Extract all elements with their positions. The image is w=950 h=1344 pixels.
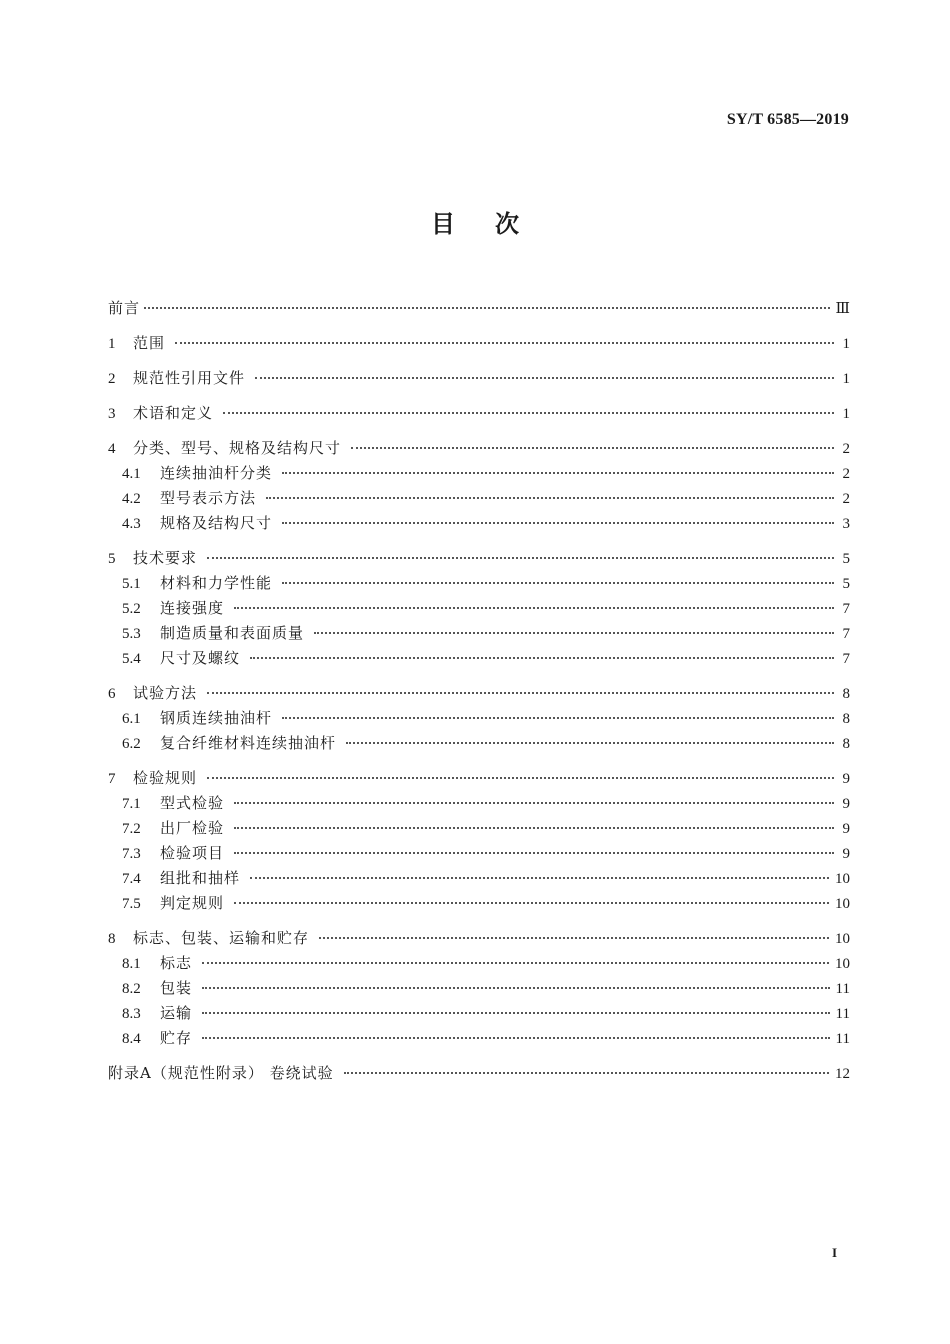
toc-entry-number: 6.2 <box>122 736 141 752</box>
dot-leader <box>207 777 834 779</box>
toc-entry-number: 7.3 <box>122 846 141 862</box>
toc-subentry[interactable] <box>108 731 850 756</box>
toc-entry-number: 5.3 <box>122 626 141 642</box>
toc-entry-title: 运输 <box>160 1004 193 1022</box>
toc-entry-title: 标志、包装、运输和贮存 <box>133 929 310 947</box>
toc-entry-page: 9 <box>842 771 850 787</box>
toc-subentry[interactable] <box>108 461 850 486</box>
toc-entry-title: 技术要求 <box>133 549 198 567</box>
toc-entry-title: 规范性引用文件 <box>133 369 246 387</box>
dot-leader <box>202 1012 830 1014</box>
toc-subentry[interactable] <box>108 951 850 976</box>
dot-leader <box>319 937 829 939</box>
dot-leader <box>202 987 830 989</box>
toc-subentry[interactable] <box>108 511 850 536</box>
toc-entry-number: 5 <box>108 551 116 567</box>
dot-leader <box>234 802 834 804</box>
toc-entry-title: 分类、型号、规格及结构尺寸 <box>133 439 342 457</box>
toc-entry-number: 5.1 <box>122 576 141 592</box>
toc-entry-title: 规格及结构尺寸 <box>160 514 273 532</box>
toc-entry-title: 型号表示方法 <box>160 489 257 507</box>
toc-entry-number: 8.3 <box>122 1006 141 1022</box>
toc-subentry[interactable] <box>108 841 850 866</box>
toc-entry-title: 钢质连续抽油杆 <box>160 709 273 727</box>
toc-subentry[interactable] <box>108 891 850 916</box>
toc-entry[interactable] <box>108 1061 850 1086</box>
toc-entry[interactable] <box>108 546 850 571</box>
dot-leader <box>250 657 834 659</box>
toc-entry-page: 5 <box>842 551 850 567</box>
dot-leader <box>234 852 834 854</box>
toc-entry-number: 2 <box>108 371 116 387</box>
toc-subentry[interactable] <box>108 486 850 511</box>
dot-leader <box>202 962 829 964</box>
toc-entry-page: Ⅲ <box>835 301 850 317</box>
toc-entry-page: 9 <box>842 796 850 812</box>
toc-entry[interactable] <box>108 366 850 391</box>
dot-leader <box>250 877 829 879</box>
toc-entry-page: 10 <box>835 896 850 912</box>
dot-leader <box>234 607 834 609</box>
dot-leader <box>282 472 834 474</box>
toc-entry-page: 5 <box>842 576 850 592</box>
toc-entry-title: 尺寸及螺纹 <box>160 649 241 667</box>
toc-subentry[interactable] <box>108 816 850 841</box>
toc-entry-title: 型式检验 <box>160 794 225 812</box>
toc-entry-title: 贮存 <box>160 1029 193 1047</box>
toc-subentry[interactable] <box>108 976 850 1001</box>
toc-entry[interactable] <box>108 401 850 426</box>
toc-entry-title: 包装 <box>160 979 193 997</box>
dot-leader <box>202 1037 830 1039</box>
toc-subentry[interactable] <box>108 596 850 621</box>
toc-entry-title: 试验方法 <box>133 684 198 702</box>
toc-entry-page: 11 <box>835 1006 850 1022</box>
toc-entry-title: 前言 <box>108 299 141 317</box>
toc-entry-page: 8 <box>842 686 850 702</box>
toc-entry-page: 10 <box>835 931 850 947</box>
toc-entry[interactable] <box>108 766 850 791</box>
toc-entry-title: 制造质量和表面质量 <box>160 624 305 642</box>
toc-entry-number: 4.3 <box>122 516 141 532</box>
toc-subentry[interactable] <box>108 706 850 731</box>
dot-leader <box>234 827 834 829</box>
dot-leader <box>344 1072 829 1074</box>
dot-leader <box>282 582 834 584</box>
toc-entry-number: 6.1 <box>122 711 141 727</box>
dot-leader <box>314 632 834 634</box>
dot-leader <box>144 307 830 309</box>
dot-leader <box>266 497 834 499</box>
toc-entry-number: 7.1 <box>122 796 141 812</box>
toc-entry-title: 标志 <box>160 954 193 972</box>
dot-leader <box>175 342 834 344</box>
toc-entry-page: 12 <box>835 1066 850 1082</box>
toc-entry-title: 术语和定义 <box>133 404 214 422</box>
toc-entry-title: 材料和力学性能 <box>160 574 273 592</box>
toc-entry-title: 连续抽油杆分类 <box>160 464 273 482</box>
toc-entry-title: 范围 <box>133 334 166 352</box>
table-of-contents <box>108 296 850 1086</box>
toc-entry-page: 7 <box>842 651 850 667</box>
toc-entry-page: 8 <box>842 711 850 727</box>
toc-entry[interactable] <box>108 681 850 706</box>
toc-entry-title: 附录A（规范性附录） 卷绕试验 <box>108 1064 334 1082</box>
toc-entry[interactable] <box>108 926 850 951</box>
dot-leader <box>282 717 834 719</box>
page-number: I <box>831 1245 837 1260</box>
toc-entry-number: 8 <box>108 931 116 947</box>
dot-leader <box>282 522 834 524</box>
toc-entry-page: 8 <box>842 736 850 752</box>
toc-entry-page: 7 <box>842 601 850 617</box>
toc-entry-title: 组批和抽样 <box>160 869 241 887</box>
dot-leader <box>346 742 834 744</box>
toc-entry-page: 3 <box>842 516 850 532</box>
toc-entry-number: 6 <box>108 686 116 702</box>
toc-entry-number: 8.4 <box>122 1031 141 1047</box>
toc-subentry[interactable] <box>108 646 850 671</box>
toc-entry-number: 4.1 <box>122 466 141 482</box>
toc-entry-number: 7.4 <box>122 871 141 887</box>
toc-entry-page: 10 <box>835 956 850 972</box>
toc-entry-number: 1 <box>108 336 116 352</box>
toc-entry-page: 2 <box>842 466 850 482</box>
dot-leader <box>255 377 834 379</box>
toc-entry-number: 8.2 <box>122 981 141 997</box>
toc-entry-title: 检验项目 <box>160 844 225 862</box>
toc-entry-title: 出厂检验 <box>160 819 225 837</box>
toc-entry-number: 5.4 <box>122 651 141 667</box>
toc-entry-page: 2 <box>842 491 850 507</box>
toc-entry-page: 9 <box>842 846 850 862</box>
toc-entry-title: 复合纤维材料连续抽油杆 <box>160 734 337 752</box>
toc-entry-page: 11 <box>835 981 850 997</box>
toc-entry-number: 4.2 <box>122 491 141 507</box>
toc-subentry[interactable] <box>108 1001 850 1026</box>
toc-entry[interactable] <box>108 331 850 356</box>
toc-entry-number: 7.2 <box>122 821 141 837</box>
toc-subentry[interactable] <box>108 791 850 816</box>
toc-entry-title: 判定规则 <box>160 894 225 912</box>
toc-entry-page: 2 <box>842 441 850 457</box>
page-title: 目次 <box>431 210 559 238</box>
toc-subentry[interactable] <box>108 621 850 646</box>
toc-subentry[interactable] <box>108 1026 850 1051</box>
toc-entry-page: 7 <box>842 626 850 642</box>
toc-entry-number: 3 <box>108 406 116 422</box>
toc-entry[interactable] <box>108 296 850 321</box>
dot-leader <box>207 557 834 559</box>
toc-entry-title: 连接强度 <box>160 599 225 617</box>
toc-entry-page: 9 <box>842 821 850 837</box>
toc-entry-number: 4 <box>108 441 116 457</box>
dot-leader <box>234 902 829 904</box>
toc-entry-page: 1 <box>842 406 850 422</box>
toc-entry-number: 5.2 <box>122 601 141 617</box>
toc-subentry[interactable] <box>108 571 850 596</box>
toc-entry-page: 10 <box>835 871 850 887</box>
toc-entry-page: 1 <box>842 371 850 387</box>
toc-entry-page: 1 <box>842 336 850 352</box>
dot-leader <box>207 692 834 694</box>
toc-entry-number: 7.5 <box>122 896 141 912</box>
toc-entry[interactable] <box>108 436 850 461</box>
toc-entry-number: 8.1 <box>122 956 141 972</box>
toc-subentry[interactable] <box>108 866 850 891</box>
standard-code: SY/T 6585—2019 <box>726 111 849 128</box>
toc-entry-title: 检验规则 <box>133 769 198 787</box>
dot-leader <box>351 447 834 449</box>
dot-leader <box>223 412 834 414</box>
toc-entry-number: 7 <box>108 771 116 787</box>
toc-entry-page: 11 <box>835 1031 850 1047</box>
